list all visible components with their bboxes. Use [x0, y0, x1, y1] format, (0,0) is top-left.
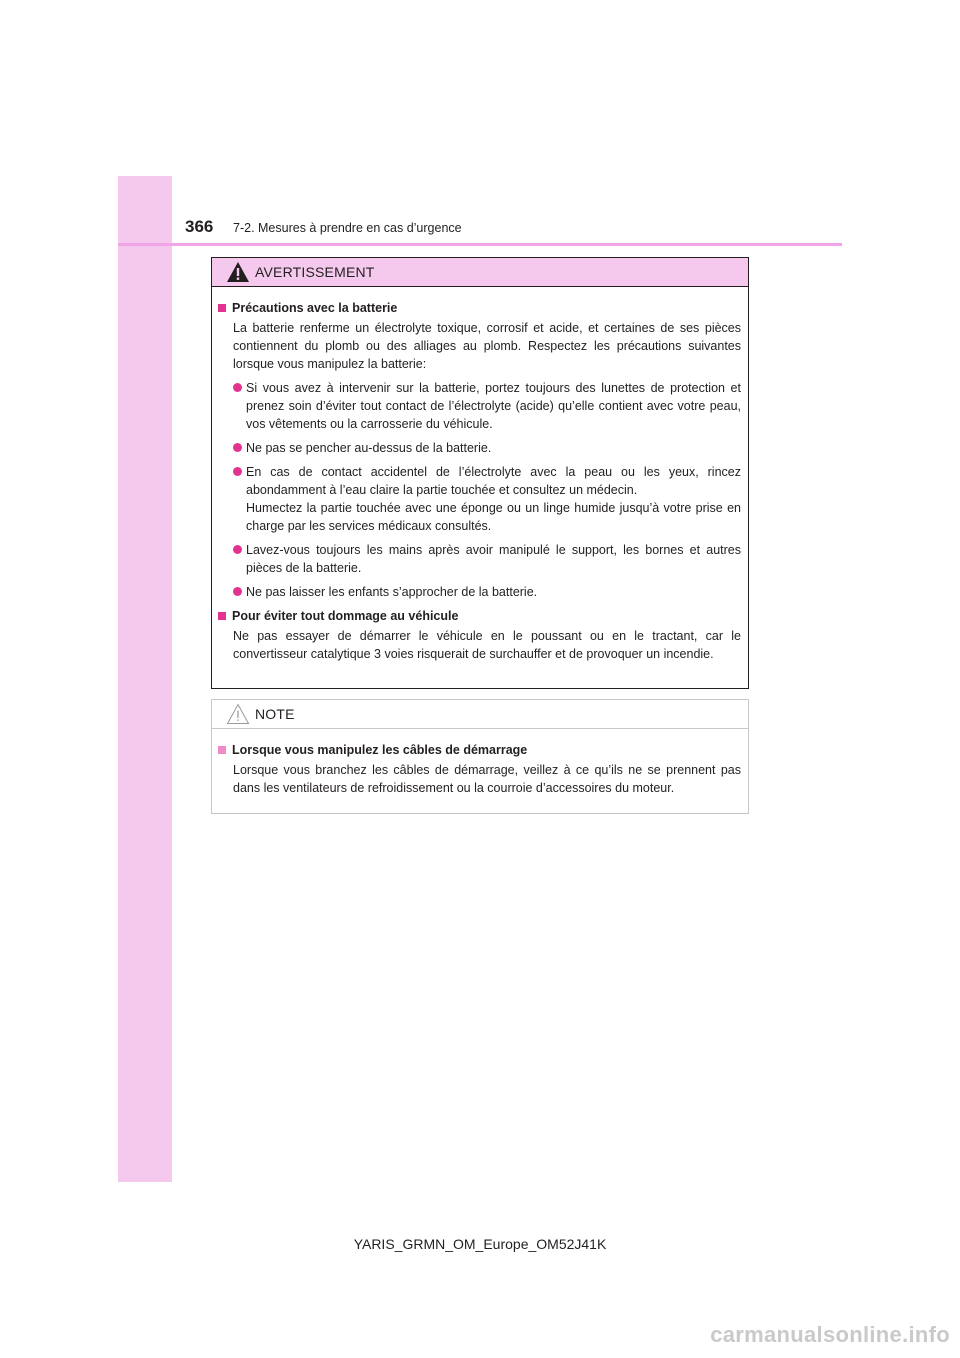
vehicle-text: Ne pas essayer de démarrer le véhicule en le poussant ou en le tractant, car le convertisseur catalytique 3 voies risquerait de surchauffer et de provoquer un incendie.: [233, 629, 741, 661]
note-header: [212, 700, 748, 729]
list-item-text: Lavez-vous toujours les mains après avoir manipulé le support, les bornes et autres pièces de la batterie.: [246, 543, 741, 575]
watermark: carmanualsonline.info: [710, 1322, 950, 1347]
note-body: [212, 729, 748, 797]
square-bullet-icon: [218, 612, 226, 620]
list-item-text-part-1: En cas de contact accidentel de l’électrolyte avec la peau ou les yeux, rincez abondamment à l’eau claire la partie touchée et consultez un médecin.: [246, 465, 741, 497]
side-tab: [118, 176, 172, 1182]
footer-doc-code: YARIS_GRMN_OM_Europe_OM52J41K: [353, 1236, 607, 1252]
list-item-text: Si vous avez à intervenir sur la batterie, portez toujours des lunettes de protection et prenez soin d’éviter tout contact de l’électrolyte (acide) qu’elle contient avec votre peau, vos vêtements ou la carrosserie du véhicule.: [246, 381, 741, 431]
battery-intro: La batterie renferme un électrolyte toxique, corrosif et acide, et certaines de ses pièces contiennent du plomb ou des alliages au plomb. Respectez les précautions suivantes lorsque vous manipulez la batterie:: [233, 321, 741, 371]
note-box: [211, 699, 749, 814]
list-item: [233, 379, 741, 433]
round-bullet-icon: [233, 467, 242, 476]
note-text: Lorsque vous branchez les câbles de démarrage, veillez à ce qu’ils ne se prennent pas dans les ventilateurs de refroidissement ou la courroie d’accessoires du moteur.: [233, 763, 741, 795]
round-bullet-icon: [233, 545, 242, 554]
square-bullet-icon: [218, 746, 226, 754]
header-rule: [118, 243, 842, 246]
note-heading-text: Lorsque vous manipulez les câbles de démarrage: [232, 743, 528, 757]
list-item: [233, 463, 741, 535]
warning-box: [211, 257, 749, 689]
warning-title: AVERTISSEMENT: [255, 264, 375, 280]
round-bullet-icon: [233, 383, 242, 392]
square-bullet-icon: [218, 304, 226, 312]
list-item-text: Ne pas se pencher au-dessus de la batterie.: [246, 441, 492, 455]
battery-heading: [218, 299, 741, 317]
vehicle-heading: [218, 607, 741, 625]
vehicle-heading-text: Pour éviter tout dommage au véhicule: [232, 609, 459, 623]
battery-heading-text: Précautions avec la batterie: [232, 301, 398, 315]
note-heading: [218, 741, 741, 759]
warning-body: [212, 287, 748, 663]
note-title: NOTE: [255, 706, 295, 722]
round-bullet-icon: [233, 587, 242, 596]
list-item: [233, 439, 741, 457]
section-title: 7-2. Mesures à prendre en cas d’urgence: [233, 221, 462, 235]
warning-header: [212, 258, 748, 287]
page-number: 366: [185, 217, 214, 236]
list-item-text-part-2: Humectez la partie touchée avec une éponge ou un linge humide jusqu’à votre prise en charge par les services médicaux consultés.: [246, 501, 741, 533]
warning-triangle-icon: [226, 261, 250, 283]
caution-triangle-outline-icon: [226, 703, 250, 725]
list-item: [233, 541, 741, 577]
list-item-text: [246, 463, 741, 535]
list-item-text: Ne pas laisser les enfants s’approcher de la batterie.: [246, 585, 538, 599]
list-item: [233, 583, 741, 601]
round-bullet-icon: [233, 443, 242, 452]
